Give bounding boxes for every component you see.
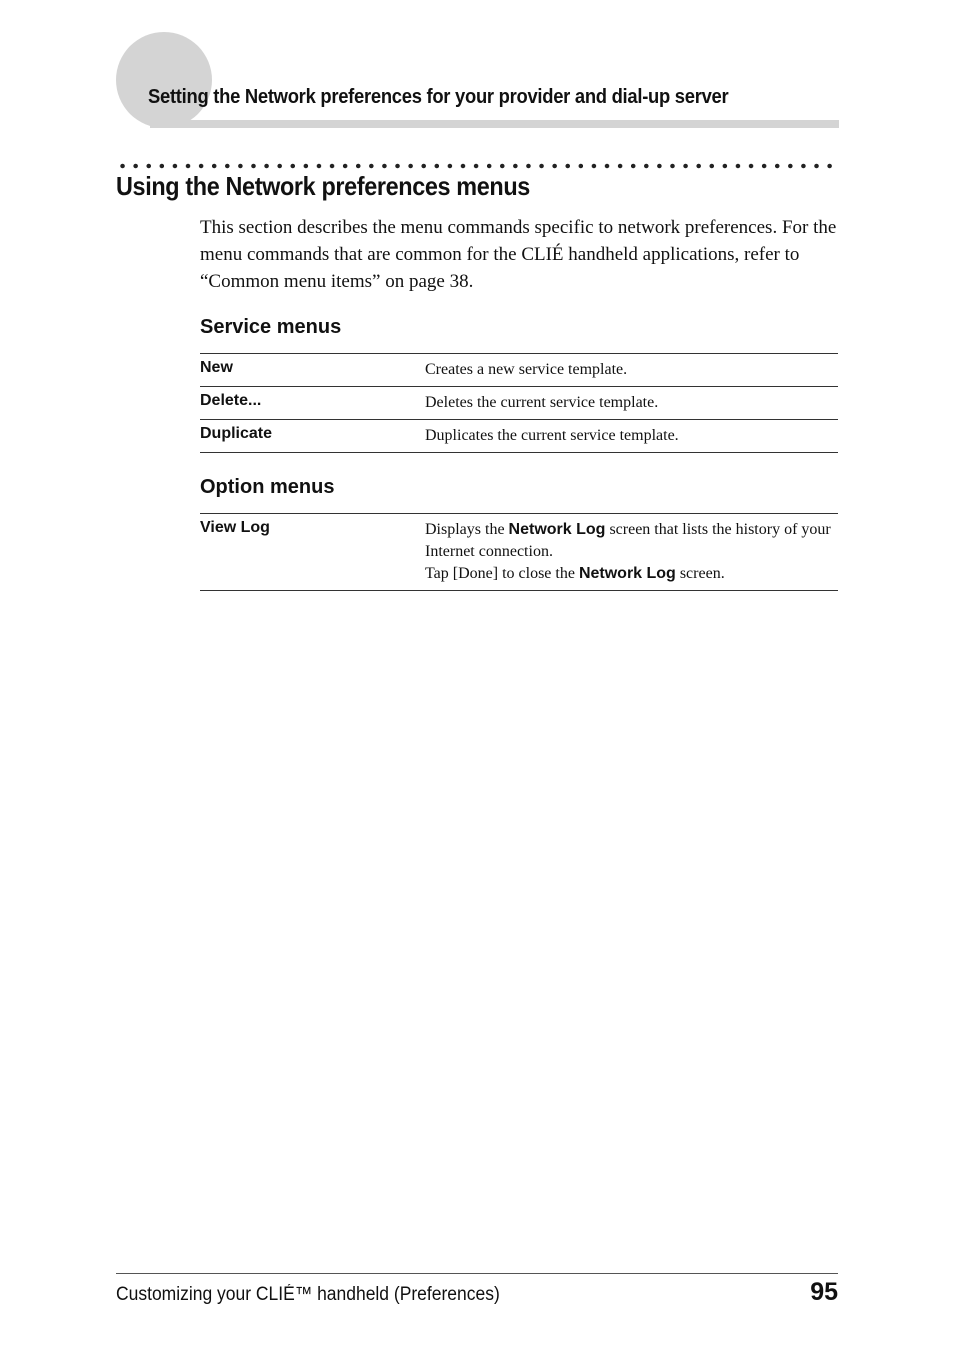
footer-rule <box>116 1273 838 1274</box>
section-intro: This section describes the menu commands specific to network preferences. For the menu commands that are common for the CLIÉ handheld applications, refer to “Common menu items” on page 38. <box>200 217 837 292</box>
menu-description <box>425 514 838 591</box>
chapter-title: Setting the Network preferences for your provider and dial-up server <box>148 86 729 108</box>
text: screen. <box>675 565 725 582</box>
menu-command: View Log <box>200 514 425 591</box>
description-line <box>425 519 838 563</box>
table-row <box>200 354 838 387</box>
text: screen that lists the history of your Internet connection. <box>425 521 831 560</box>
service-menus-table <box>200 353 838 453</box>
menu-command: Delete... <box>200 387 425 420</box>
text: Displays the <box>425 521 509 538</box>
chapter-circle-decoration <box>116 32 212 128</box>
text: Tap [Done] to close the <box>425 565 579 582</box>
table-row <box>200 420 838 453</box>
menu-command: New <box>200 354 425 387</box>
menu-command: Duplicate <box>200 420 425 453</box>
footer-text: Customizing your CLIÉ™ handheld (Preferences) <box>116 1284 500 1305</box>
menu-description: Deletes the current service template. <box>425 387 838 420</box>
menu-description: Creates a new service template. <box>425 354 838 387</box>
table-row <box>200 387 838 420</box>
page-number: 95 <box>810 1278 838 1306</box>
option-menus-heading: Option menus <box>200 476 335 498</box>
service-menus-heading: Service menus <box>200 316 342 338</box>
section-dotted-rule <box>116 163 838 169</box>
ui-term: Network Log <box>508 521 606 538</box>
table-row <box>200 514 838 591</box>
chapter-header-bar <box>150 120 839 128</box>
description-line <box>425 563 838 585</box>
section-title: Using the Network preferences menus <box>116 171 530 201</box>
option-menus-table <box>200 513 838 591</box>
menu-description: Duplicates the current service template. <box>425 420 838 453</box>
ui-term: Network Log <box>578 565 676 582</box>
